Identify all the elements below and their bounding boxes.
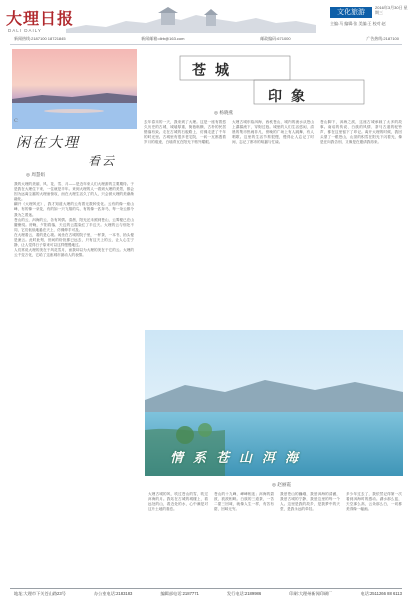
- bottom-divider: [10, 588, 402, 589]
- editor-credits: 主编:马 编辑:张 美编:王 校对:赵: [330, 21, 386, 26]
- footer-bar: [14, 591, 402, 599]
- footer-distribution: 发行电话:2189986: [226, 591, 262, 596]
- top-article-column: 苍山脚下，洱海之滨，这座古城承载了太多的故事。南诏的传说、白族的风情、茶马古道的驼铃声，都在这里留下了印记。离开大理的时候，我回头望了一眼苍山，山顶的积雪在阳光下闪着光，像是在向我告别，又像是在邀请我再来。: [320, 120, 402, 145]
- bottom-article-column: 我爱苍山的巍峨，我爱洱海的清澈，我爱古城的宁静，我爱这里的每一个人。这里是我的故乡，是我梦中的天堂，是我永远的牵挂。: [280, 492, 340, 512]
- footer-address: 地址:大理市下关苍山路23号: [14, 591, 66, 596]
- top-article-title: 苍城: [192, 63, 238, 79]
- top-article-title-second: 印象: [268, 89, 314, 105]
- sunset-lake-photo: [12, 49, 137, 129]
- left-article-title-second: 看云: [88, 154, 117, 168]
- masthead-info-item: 新闻邮箱:dlrb@163.com: [141, 36, 185, 41]
- masthead-info-item: 广告热线:2187100: [366, 36, 399, 41]
- masthead-info-item: 邮政编码:671000: [260, 36, 291, 41]
- bottom-article-column: 大理古城的风，吹过苍山的雪，吹过洱海的月。我站在古城的城楼上，看远处的山，看近处的水，心中满是对这片土地的眷恋。: [148, 492, 208, 512]
- footer-phone: 电话:2511266 88 6113: [360, 591, 402, 596]
- top-article-author: ◎ 杨晓燕: [214, 111, 233, 116]
- left-article-mark: C: [14, 118, 18, 124]
- left-article-paragraph: 翻开《大理风光》，我才知道大理的云有着无数种变化。云有的像一座山峰，有的像一朵花，有的如一只飞翔的鸟，有的像一匹奔马，每一朵云都令我为之着迷。: [14, 202, 134, 217]
- masthead-info-bar: [14, 36, 399, 42]
- left-article-title: 闲在大理: [16, 135, 80, 151]
- masthead: [0, 0, 410, 44]
- left-article-author: ◎ 周慧娟: [26, 173, 45, 178]
- newspaper-logo-english: DALI DAILY: [8, 28, 42, 33]
- bottom-article-column: 多少年过去了，我依然记得第一次看到洱海时的感动。湖水那么蓝，天空那么高，云朵那么白，一切都美得像一幅画。: [346, 492, 402, 512]
- section-badge: 文化旅游: [330, 7, 372, 18]
- bottom-article-author: ◎ 赵丽霞: [272, 483, 291, 488]
- left-article-paragraph: 我的大理的美丽，风、花、雪、月——是近年来人们大理游的主要期待。于是我在大理住下来，一住就是半年。来到大理的人一看到大理的美景，都会因为远离尘嚣的大理而惊叹，而在大理生活久了的人，只会被大理的美渐渐融化。: [14, 182, 134, 202]
- footer-printing: 印刷:大理州新闻印刷厂: [289, 591, 333, 596]
- top-divider: [10, 44, 402, 45]
- top-article-column: 大理古城东临洱海，西枕苍山，城内的流水从苍山上潺潺流下，穿街过巷。城里的人们生活悠闲，清晨的集市热闹非凡，傍晚的广场上有人跳舞，有人唱歌。这里的生活节奏很慢，慢得让人忘记了时间，忘记了都市的喧嚣与忙碌。: [232, 120, 314, 145]
- left-article-paragraph: 苍山的云，洱海的云，各有风情。清晨，阳光还未照到苍山，云雾便已在山腰缭绕。傍晚，夕阳将落，天边的云霞染红了半边天。大理的云与别处不同，它们低低地悬在天上，仿佛伸手可及。: [14, 217, 134, 232]
- bottom-article-column: 苍山的十九峰，峰峰相连；洱海的碧波，波波相映。白族的三道茶，一苦二甜三回味，就像人生一样，有苦有甜，回味无穷。: [214, 492, 274, 512]
- issue-date: 2016年3月30日 星期三: [375, 5, 408, 15]
- top-article-column: 去年春末的一天，我来到了大理。这是一座有着悠久历史的古城，城墙厚重，街巷纵横，古朴的民居错落有致。走在古城的石板路上，仿佛走进了千年的时光里。古城里有很多老宅院，一砖一瓦都透着岁月的痕迹，白墙青瓦在阳光下格外耀眼。: [144, 120, 226, 145]
- masthead-info-item: 新闻热线:2187100 18721845: [14, 36, 66, 41]
- city-skyline-illustration: [66, 3, 316, 33]
- left-article-paragraph: 人们常说大理的美在于风花雪月，而我却以为大理的美在于它的云。大理的云千变万化，它给了这座城市最动人的表情。: [14, 248, 134, 258]
- newspaper-logo: 大理日报: [6, 9, 75, 28]
- footer-office: 办公室电话:2183183: [93, 591, 133, 596]
- footer-editorial: 编辑部电话:2187771: [160, 591, 199, 596]
- left-article-body: [14, 182, 134, 580]
- photo-caption-title: 情系苍山洱海: [170, 451, 309, 466]
- left-article-paragraph: 在大理看云，看的是心境。闲坐在古城的院子里，一杯茶，一本书，抬头便是流云。此时此刻，世间的纷扰都已远去，只有这天上的云，让人心生宁静，让人觉得日子原来可以这样慢慢地过。: [14, 232, 134, 248]
